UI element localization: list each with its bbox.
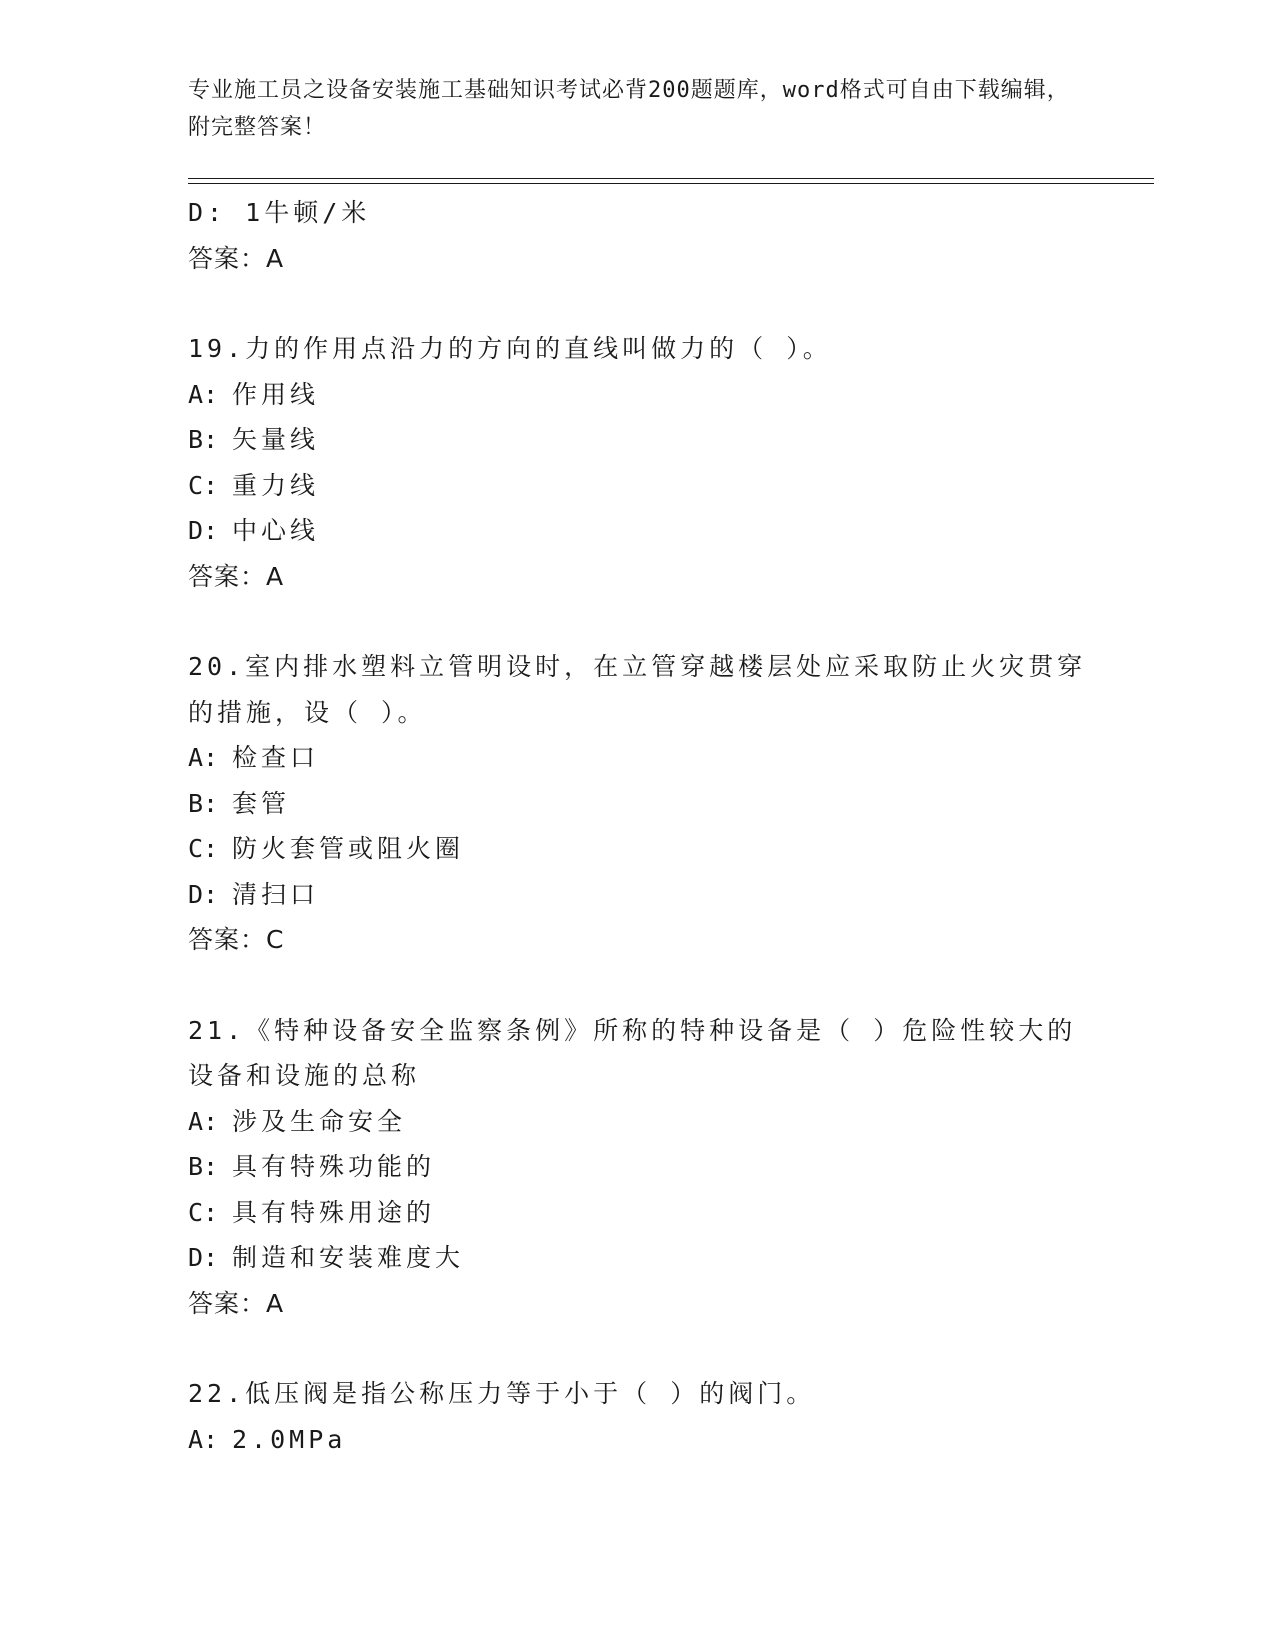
option-label: C: bbox=[188, 470, 219, 500]
question-list bbox=[188, 190, 1088, 1462]
option-label: D: bbox=[188, 516, 219, 545]
option-text: 涉及生命安全 bbox=[232, 1106, 407, 1136]
option-text: 具有特殊用途的 bbox=[232, 1197, 436, 1227]
option-label: A: bbox=[188, 743, 219, 772]
option-item bbox=[188, 1190, 1088, 1236]
option-item bbox=[188, 1417, 1088, 1463]
option-label: B: bbox=[188, 788, 219, 818]
question-text: 22.低压阀是指公称压力等于小于（ ）的阀门。 bbox=[188, 1379, 816, 1408]
question-text: 19.力的作用点沿力的方向的直线叫做力的（ ）。 bbox=[188, 334, 832, 363]
option-item bbox=[188, 1144, 1088, 1190]
option-item bbox=[188, 417, 1088, 463]
option-label: B: bbox=[188, 1152, 219, 1181]
option-item bbox=[188, 1099, 1088, 1145]
question-block bbox=[188, 1008, 1088, 1327]
question-text: 21.《特种设备安全监察条例》所称的特种设备是（ ）危险性较大的设备和设施的总称 bbox=[188, 1015, 1077, 1090]
option-text: 套管 bbox=[232, 788, 291, 818]
option-label: C: bbox=[188, 1197, 219, 1227]
option-text: 作用线 bbox=[232, 379, 320, 409]
option-item bbox=[188, 826, 1088, 872]
document-header bbox=[188, 72, 1088, 146]
carryover-option: D: 1牛顿/米 bbox=[188, 198, 371, 227]
option-item bbox=[188, 735, 1088, 781]
answer-line: 答案：A bbox=[188, 243, 285, 273]
option-item bbox=[188, 1235, 1088, 1281]
option-text: 2.0MPa bbox=[232, 1424, 347, 1454]
option-text: 矢量线 bbox=[232, 425, 320, 454]
header-divider-top bbox=[188, 178, 1154, 179]
question-block bbox=[188, 326, 1088, 599]
option-label: D: bbox=[188, 1243, 219, 1272]
answer-line: 答案：C bbox=[188, 925, 285, 954]
option-text: 具有特殊功能的 bbox=[232, 1152, 436, 1181]
option-label: D: bbox=[188, 879, 219, 909]
option-text: 中心线 bbox=[232, 516, 320, 545]
option-text: 防火套管或阻火圈 bbox=[232, 834, 465, 863]
question-block bbox=[188, 644, 1088, 963]
option-text: 清扫口 bbox=[232, 879, 320, 909]
answer-line: 答案：A bbox=[188, 1288, 285, 1318]
option-text: 重力线 bbox=[232, 470, 320, 500]
question-text: 20.室内排水塑料立管明设时，在立管穿越楼层处应采取防止火灾贯穿的措施，设（ ）。 bbox=[188, 652, 1087, 727]
header-divider-bottom bbox=[188, 183, 1154, 184]
answer-line: 答案：A bbox=[188, 561, 285, 591]
question-block bbox=[188, 1371, 1088, 1462]
option-label: A: bbox=[188, 1106, 219, 1136]
option-item bbox=[188, 508, 1088, 554]
option-label: A: bbox=[188, 1424, 219, 1454]
option-text: 制造和安装难度大 bbox=[232, 1243, 465, 1272]
option-item bbox=[188, 781, 1088, 827]
option-label: B: bbox=[188, 425, 219, 454]
option-item bbox=[188, 872, 1088, 918]
option-item bbox=[188, 372, 1088, 418]
option-text: 检查口 bbox=[232, 743, 320, 772]
option-label: A: bbox=[188, 379, 219, 409]
option-item bbox=[188, 463, 1088, 509]
option-label: C: bbox=[188, 834, 219, 863]
document-title: 专业施工员之设备安装施工基础知识考试必背200题题库，word格式可自由下载编辑，附完整答案！ bbox=[188, 78, 1070, 140]
